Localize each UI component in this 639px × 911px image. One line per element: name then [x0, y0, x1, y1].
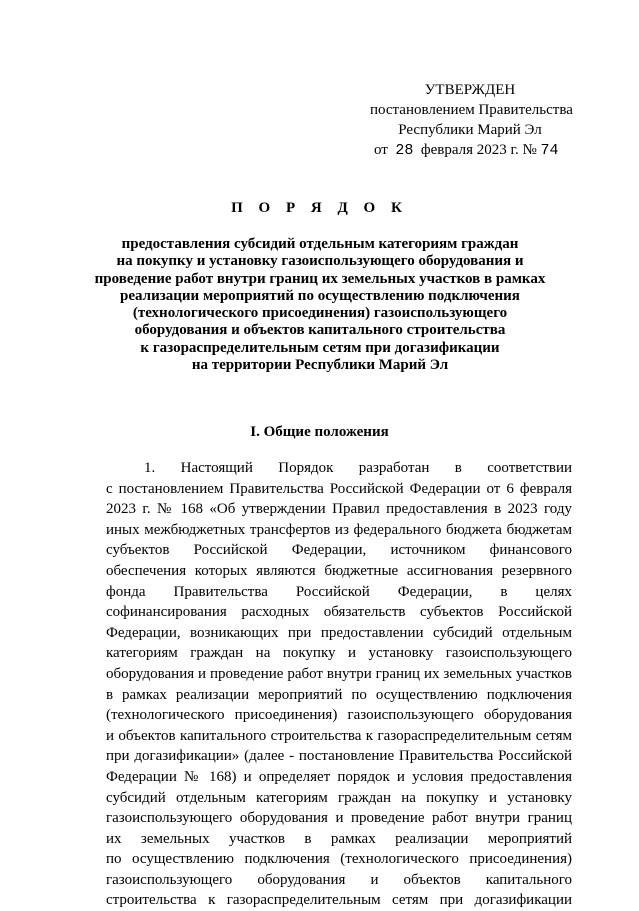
body-paragraph — [106, 458, 572, 911]
body-line: Федерации, возникающих при предоставлении субсидий отдельным — [106, 624, 572, 641]
subtitle-line: к газораспределительным сетям при догазификации — [140, 339, 500, 356]
body-line: их земельных участков в рамках реализации мероприятий — [106, 830, 572, 847]
subtitle-line: (технологического присоединения) газоиспользующего — [132, 305, 508, 322]
approval-title: УТВЕРЖДЕН — [424, 82, 516, 98]
body-line: при догазификации» (далее - постановление Правительства Российской — [106, 748, 572, 765]
subtitle-line: на территории Республики Марий Эл — [191, 357, 449, 374]
body-line: субъектов Российской Федерации, источником финансового — [106, 542, 572, 559]
document-heading: П О Р Я Д О К — [231, 200, 408, 216]
date-day: 28 — [395, 142, 414, 159]
body-line: 2023 г. № 168 «Об утверждении Правил предоставления в 2023 году — [106, 501, 572, 518]
date-middle: февраля 2023 г. № — [420, 142, 537, 158]
approval-date-line — [370, 140, 570, 161]
document-subtitle — [60, 236, 580, 374]
approval-line-2: Республики Марий Эл — [398, 122, 542, 138]
approval-line-1: постановлением Правительства — [370, 102, 573, 118]
body-line: категориям граждан на покупку и установку газоиспользующего — [106, 645, 572, 662]
body-line: 1. Настоящий Порядок разработан в соответствии — [144, 460, 572, 476]
body-line: оборудования и проведение работ внутри границ их земельных участков — [106, 665, 572, 682]
body-line: строительства к газораспределительным сетям при догазификации — [106, 892, 572, 909]
body-line: газоиспользующего оборудования и проведение работ внутри границ — [106, 810, 572, 827]
body-line: газоиспользующего оборудования и объектов капитального — [106, 871, 572, 888]
body-line: иных межбюджетных трансфертов из федерального бюджета бюджетам — [106, 521, 572, 538]
section-title: I. Общие положения — [250, 424, 389, 440]
subtitle-line: предоставления субсидий отдельным категориям граждан — [121, 236, 519, 252]
body-line: софинансирования расходных обязательств субъектов Российской — [106, 604, 572, 621]
subtitle-line: оборудования и объектов капитального строительства — [134, 322, 506, 339]
date-prefix: от — [374, 142, 388, 158]
subtitle-line: реализации мероприятий по осуществлению подключения — [120, 287, 520, 304]
body-line: (технологического присоединения) газоиспользующего оборудования — [106, 707, 572, 724]
document-number: 74 — [540, 142, 559, 159]
subtitle-line: на покупку и установку газоиспользующего оборудования и — [116, 253, 524, 270]
body-line: по осуществлению подключения (технологического присоединения) — [106, 851, 572, 868]
body-line: и объектов капитального строительства к газораспределительным сетям — [106, 727, 572, 744]
body-line: фонда Правительства Российской Федерации, в целях — [106, 583, 572, 600]
body-line: обеспечения которых являются бюджетные ассигнования резервного — [106, 562, 572, 579]
body-line: Федерации № 168) и определяет порядок и условия предоставления — [106, 768, 572, 785]
body-line: с постановлением Правительства Российской Федерации от 6 февраля — [106, 480, 572, 497]
body-line: в рамках реализации мероприятий по осуществлению подключения — [106, 686, 572, 703]
subtitle-line: проведение работ внутри границ их земельных участков в рамках — [94, 270, 546, 287]
body-line: субсидий отдельным категориям граждан на покупку и установку — [106, 789, 572, 806]
approval-stamp — [370, 80, 573, 161]
